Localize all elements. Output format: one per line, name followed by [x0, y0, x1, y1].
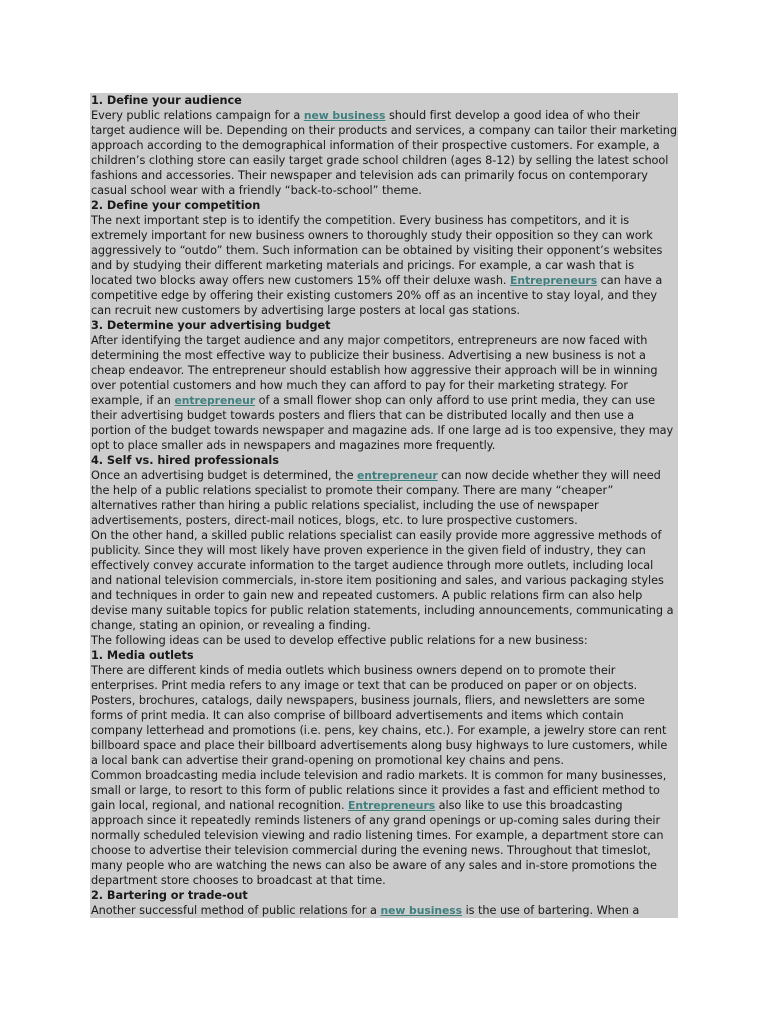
heading-self-vs-hired: 4. Self vs. hired professionals: [91, 454, 279, 467]
paragraph-following-ideas: The following ideas can be used to develop effective public relations for a new business:: [91, 634, 588, 647]
link-new-business[interactable]: new business: [380, 904, 463, 917]
document-page: [90, 93, 678, 918]
heading-define-audience: 1. Define your audience: [91, 94, 242, 107]
heading-media-outlets: 1. Media outlets: [91, 649, 194, 662]
heading-advertising-budget: 3. Determine your advertising budget: [91, 319, 331, 332]
link-new-business[interactable]: new business: [303, 109, 386, 122]
paragraph-advertising-budget: [91, 333, 677, 453]
paragraph-define-competition: [91, 213, 677, 318]
heading-bartering: 2. Bartering or trade-out: [91, 889, 248, 902]
link-entrepreneur[interactable]: entrepreneur: [174, 394, 256, 407]
text-span: Every public relations campaign for a: [91, 109, 304, 122]
paragraph-broadcasting-media: [91, 768, 677, 888]
paragraph-bartering: [91, 903, 677, 918]
text-span: should first develop a good idea of who their target audience will be. Depending on their products and services, a company can tailor their marketing approach according to the demographical information of their prospective customers. For example, a children’s clothing store can easily target grade school children (ages 8-12) by selling the latest school fashions and accessories. Their newspaper and television ads can primarily focus on contemporary casual school wear with a friendly “back-to-school” theme.: [91, 109, 677, 197]
text-span: of a small flower shop can only afford to use print media, they can use their advertising budget towards posters and fliers that can be distributed locally and then use a portion of the budget towards newspaper and magazine ads. If one large ad is too expensive, they may opt to place smaller ads in newspapers and magazines more frequently.: [91, 394, 674, 452]
text-span: can now decide whether they will need the help of a public relations specialist to promote their company. There are many “cheaper” alternatives rather than hiring a public relations specialist, including the use of newspaper advertisements, posters, direct-mail notices, blogs, etc. to lure prospective customers.: [91, 469, 661, 527]
link-entrepreneur[interactable]: entrepreneur: [357, 469, 438, 482]
paragraph-skilled-specialist: On the other hand, a skilled public relations specialist can easily provide more aggressive methods of publicity. Since they will most likely have proven experience in the given field of industry, they can effectively convey accurate information to the target audience through more outlets, including local and national television commercials, in-store item positioning and sales, and various packaging styles and techniques in order to gain new and repeated customers. A public relations firm can also help devise many suitable topics for public relation statements, including announcements, communicating a change, stating an opinion, or revealing a finding.: [91, 529, 674, 632]
paragraph-self-vs-hired: [91, 468, 677, 528]
text-span: Once an advertising budget is determined, the: [91, 469, 358, 482]
text-span: is the use of bartering. When a: [462, 904, 640, 917]
text-span: Common broadcasting media include television and radio markets. It is common for many businesses, small or large, to resort to this form of public relations since it provides a fast and efficient method to gain local, regional, and national recognition.: [91, 769, 667, 812]
text-span: can have a competitive edge by offering their existing customers 20% off as an incentive to stay loyal, and they can recruit new customers by advertising large posters at local gas stations.: [91, 274, 663, 317]
text-span: The next important step is to identify the competition. Every business has competitors, and it is extremely important for new business owners to thoroughly study their opposition so they can work aggressively to “outdo” them. Such information can be obtained by visiting their opponent’s websites and by studying their different marketing materials and pricings. For example, a car wash that is located two blocks away offers new customers 15% off their deluxe wash.: [91, 214, 663, 287]
article-body: [90, 93, 678, 918]
paragraph-define-audience: [91, 108, 677, 198]
link-entrepreneurs[interactable]: Entrepreneurs: [348, 799, 436, 812]
text-span: After identifying the target audience and any major competitors, entrepreneurs are now faced with determining the most effective way to publicize their business. Advertising a new business is not a cheap endeavor. The entrepreneur should establish how aggressive their approach will be in winning over potential customers and how much they can afford to pay for their marketing strategy. For example, if an: [91, 334, 658, 407]
link-entrepreneurs[interactable]: Entrepreneurs: [510, 274, 598, 287]
text-span: Another successful method of public relations for a: [91, 904, 381, 917]
heading-define-competition: 2. Define your competition: [91, 199, 261, 212]
paragraph-print-media: There are different kinds of media outlets which business owners depend on to promote their enterprises. Print media refers to any image or text that can be produced on paper or on objects. Posters, brochures, catalogs, daily newspapers, business journals, fliers, and newsletters are some forms of print media. It can also comprise of billboard advertisements and items which contain company letterhead and promotions (i.e. pens, key chains, etc.). For example, a jewelry store can rent billboard space and place their billboard advertisements along busy highways to lure customers, while a local bank can advertise their grand-opening on promotional key chains and pens.: [91, 664, 668, 767]
text-span: also like to use this broadcasting approach since it repeatedly reminds listeners of any grand openings or up-coming sales during their normally scheduled television viewing and radio listening times. For example, a department store can choose to advertise their television commercial during the evening news. Throughout that timeslot, many people who are watching the news can also be aware of any sales and in-store promotions the department store chooses to broadcast at that time.: [91, 799, 664, 887]
